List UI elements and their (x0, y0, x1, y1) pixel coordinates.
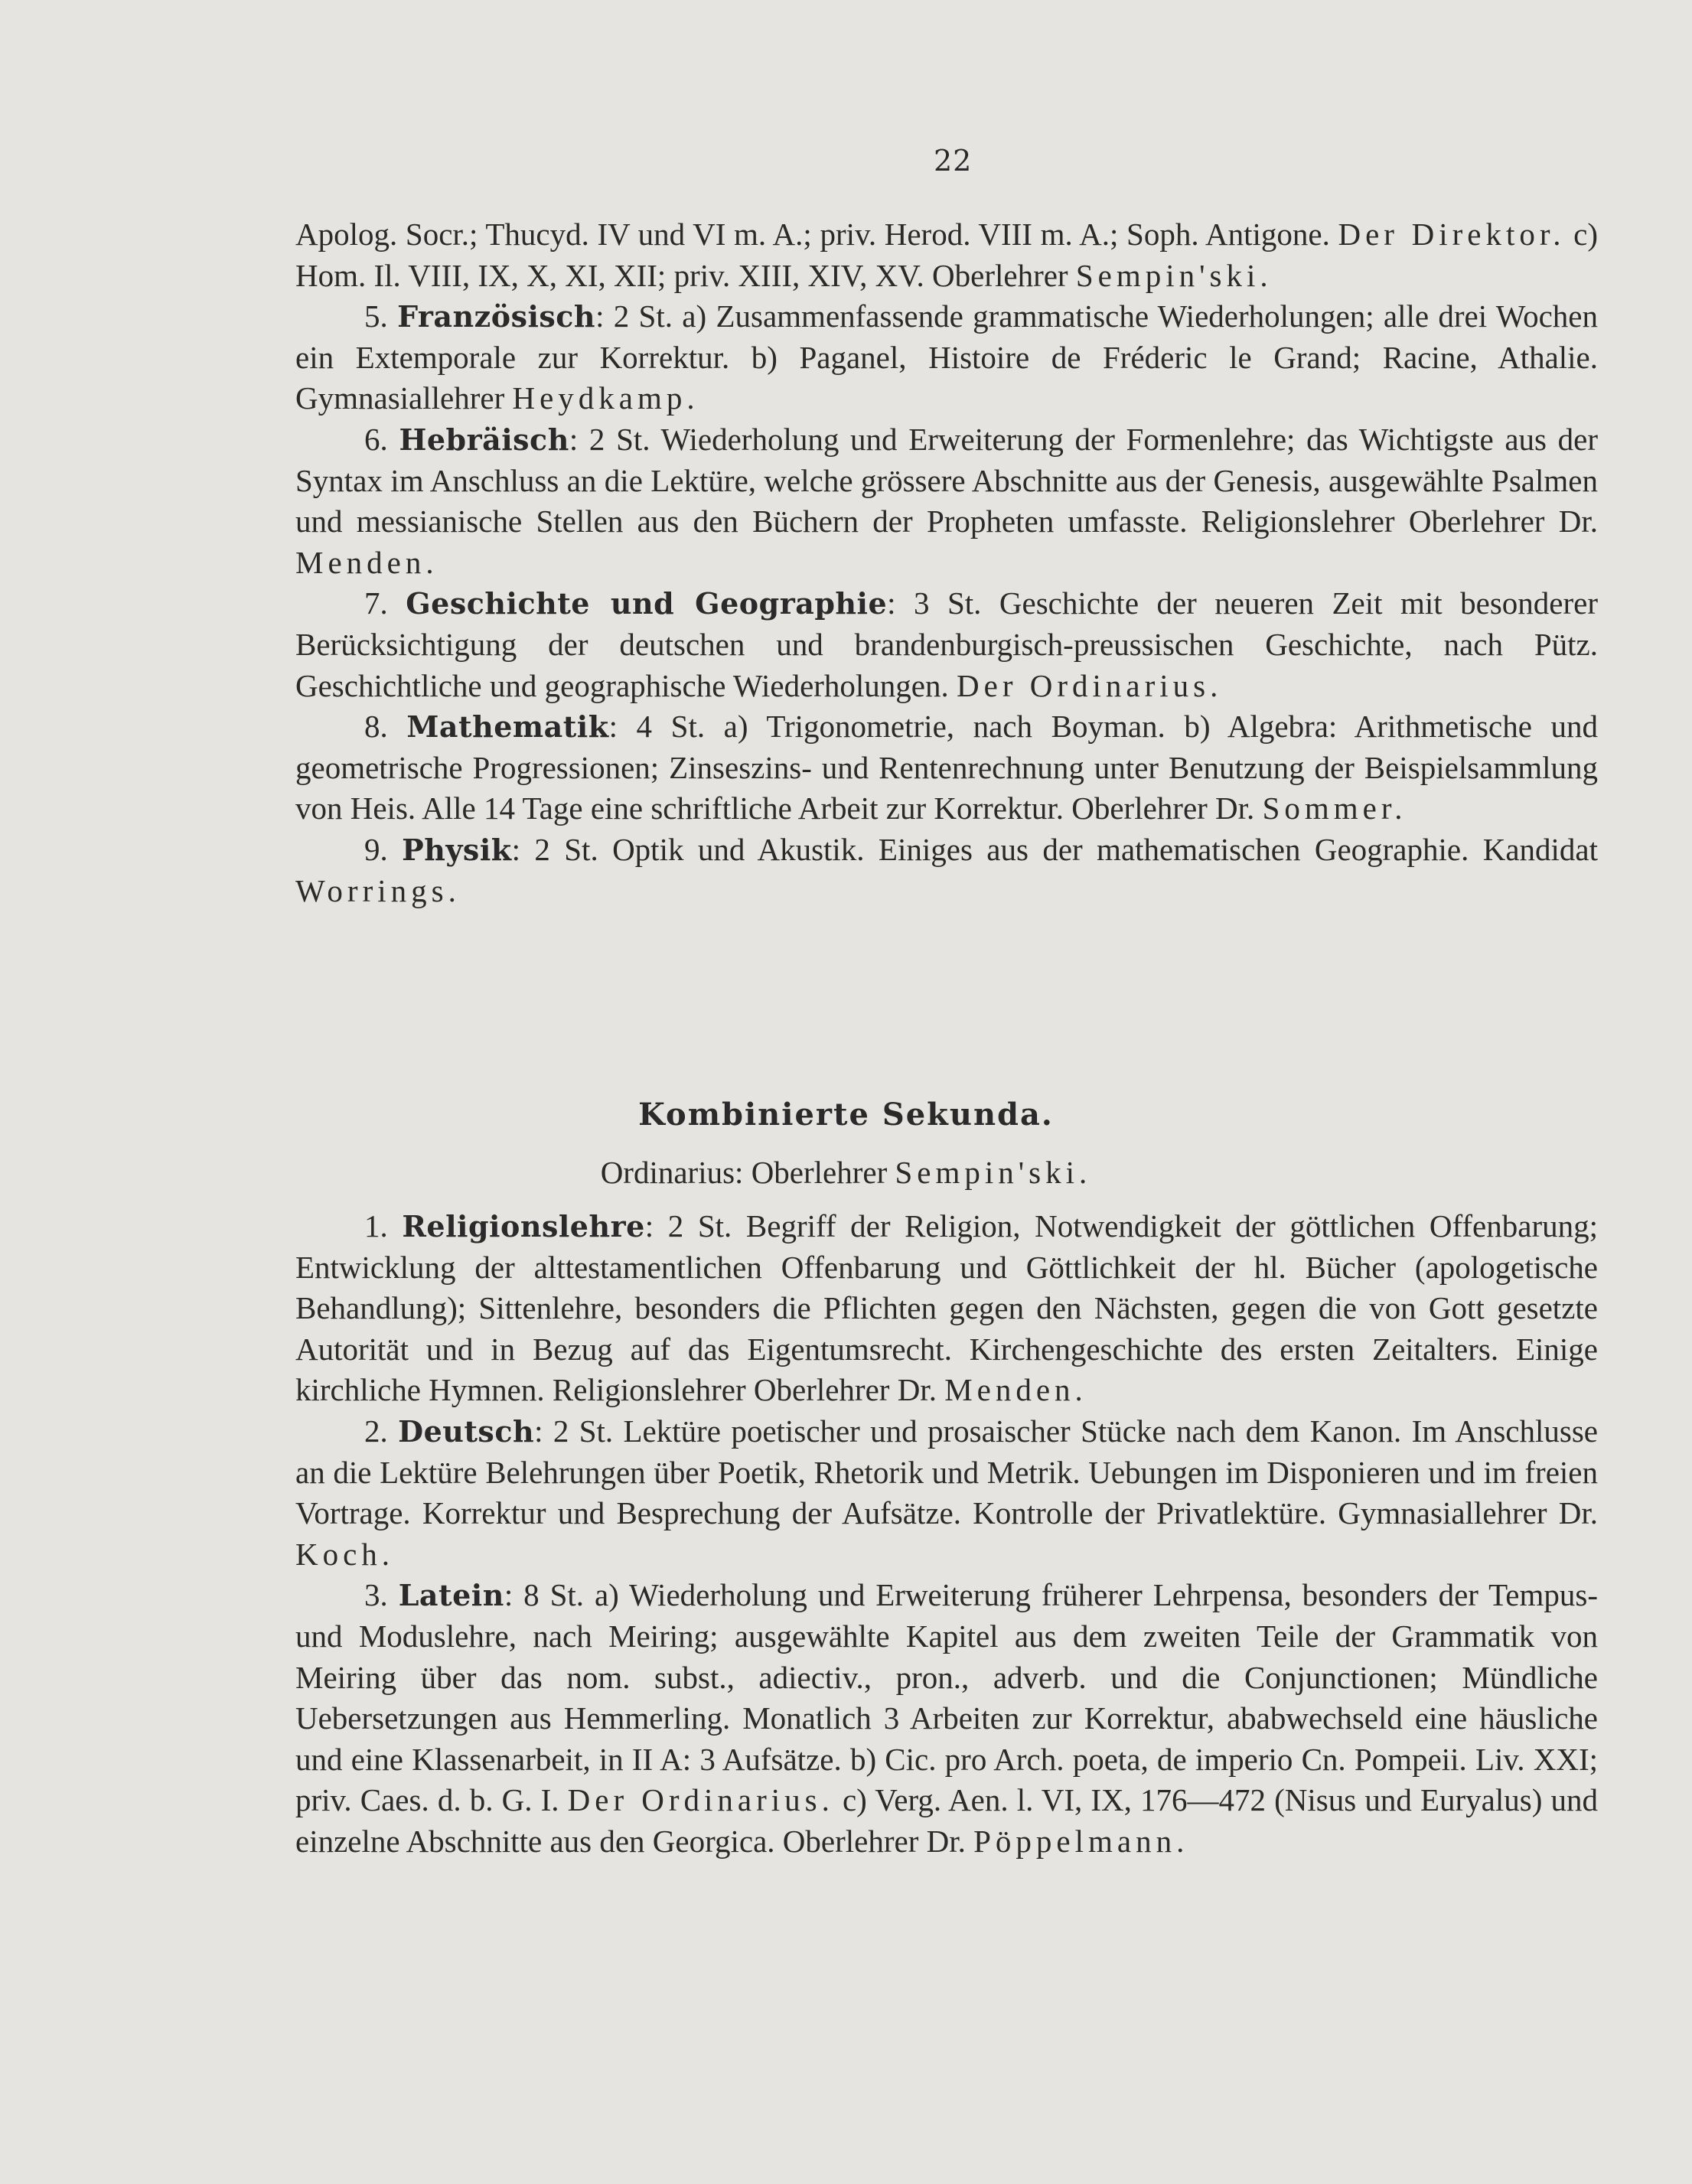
teacher-name: Koch. (295, 1536, 395, 1572)
subject-heading: Physik (402, 832, 512, 867)
subject-heading: Geschichte und Geographie (406, 586, 888, 621)
paragraph-physik: 9. Physik: 2 St. Optik und Akustik. Einiges aus der mathematischen Geographie. Kandidat Worrings. (295, 831, 1599, 908)
ordinarius-line: Ordinarius: Oberlehrer Sempin'ski. (600, 1155, 1092, 1190)
subject-heading: Mathematik (406, 709, 609, 745)
section-top (295, 214, 1598, 911)
section-sekunda (295, 1206, 1598, 1863)
page-number: 22 (934, 144, 973, 178)
paragraph-religionslehre: 1. Religionslehre: 2 St. Begriff der Religion, Notwendigkeit der göttlichen Offenbarung; Entwicklung der alttestamentlichen Offenbarung und Göttlichkeit der hl. Bücher (apologetische Behandlung); Sittenlehre, besonders die Pflichten gegen den Nächsten, gegen die von Gott gesetzte Autorität und in Bezug auf das Eigentumsrecht. Kirchengeschichte des ersten Zeitalters. Einige kirchliche Hymnen. Religionslehrer Oberlehrer Dr. Menden. (295, 1208, 1598, 1408)
teacher-name: Der Ordinarius. (567, 1782, 834, 1818)
teacher-name: Der Ordinarius. (957, 667, 1223, 703)
subject-heading: Latein (398, 1578, 504, 1613)
paragraph-geschichte: 7. Geschichte und Geographie: 3 St. Geschichte der neueren Zeit mit besonderer Berücksichtigung der deutschen und brandenburgisch-preussischen Geschichte, nach Pütz. Geschichtliche und geographische Wiederholungen. Der Ordinarius. (295, 585, 1598, 703)
subject-heading: Deutsch (398, 1413, 535, 1449)
paragraph-mathematik: 8. Mathematik: 4 St. a) Trigonometrie, nach Boyman. b) Algebra: Arithmetische und geometrische Progressionen; Zinseszins- und Rentenrechnung unter Benutzung der Beispielsammlung von Heis. Alle 14 Tage eine schriftliche Arbeit zur Korrektur. Oberlehrer Dr. Sommer. (295, 709, 1599, 826)
subject-heading: Französisch (397, 299, 596, 334)
paragraph-latein: 3. Latein: 8 St. a) Wiederholung und Erweiterung früherer Lehrpensa, besonders der Tempus- und Moduslehre, nach Meiring; ausgewählte Kapitel aus dem zweiten Teile der Grammatik von Meiring über das nom. subst., adiectiv., pron., adverb. und die Conjunctionen; Mündliche Uebersetzungen aus Hemmerling. Monatlich 3 Arbeiten zur Korrektur, ababwechseld eine häusliche und eine Klassenarbeit, in II A: 3 Aufsätze. b) Cic. pro Arch. poeta, de imperio Cn. Pompeii. Liv. XXI; priv. Caes. d. b. G. I. Der Ordinarius. c) Verg. Aen. l. VI, IX, 176—472 (Nisus und Euryalus) und einzelne Abschnitte aus den Georgica. Oberlehrer Dr. Pöppelmann. (295, 1577, 1599, 1859)
paragraph-hebraeisch: 6. Hebräisch: 2 St. Wiederholung und Erweiterung der Formenlehre; das Wichtigste aus der Syntax im Anschluss an die Lektüre, welche grössere Abschnitte aus der Genesis, ausgewählte Psalmen und messianische Stellen aus den Büchern der Propheten umfasste. Religionslehrer Oberlehrer Dr. Menden. (295, 421, 1599, 580)
teacher-name: Menden. (295, 544, 438, 580)
paragraph-deutsch: 2. Deutsch: 2 St. Lektüre poetischer und prosaischer Stücke nach dem Kanon. Im Anschlusse an die Lektüre Belehrungen über Poetik, Rhetorik und Metrik. Uebungen im Disponieren und im freien Vortrage. Korrektur und Besprechung der Aufsätze. Kontrolle der Privatlektüre. Gymnasiallehrer Dr. Koch. (295, 1413, 1598, 1572)
teacher-name: Sommer. (1262, 790, 1407, 826)
subject-heading: Hebräisch (399, 422, 569, 457)
teacher-name: Pöppelmann. (973, 1823, 1189, 1859)
paragraph-continuation: Apolog. Socr.; Thucyd. IV und VI m. A.; priv. Herod. VIII m. A.; Soph. Antigone. Der Direktor. c) Hom. Il. VIII, IX, X, XI, XII; priv. XIII, XIV, XV. Oberlehrer Sempin'ski. (295, 217, 1598, 293)
paragraph-franzoesisch: 5. Französisch: 2 St. a) Zusammenfassende grammatische Wiederholungen; alle drei Wochen ein Extemporale zur Korrektur. b) Paganel, Histoire de Fréderic le Grand; Racine, Athalie. Gymnasiallehrer Heydkamp. (295, 298, 1599, 416)
section-title: Kombinierte Sekunda. (638, 1097, 1054, 1133)
teacher-name: Worrings. (295, 872, 461, 908)
teacher-name: Menden. (944, 1372, 1087, 1408)
teacher-name: Heydkamp. (512, 380, 699, 416)
subject-heading: Religionslehre (402, 1209, 645, 1244)
